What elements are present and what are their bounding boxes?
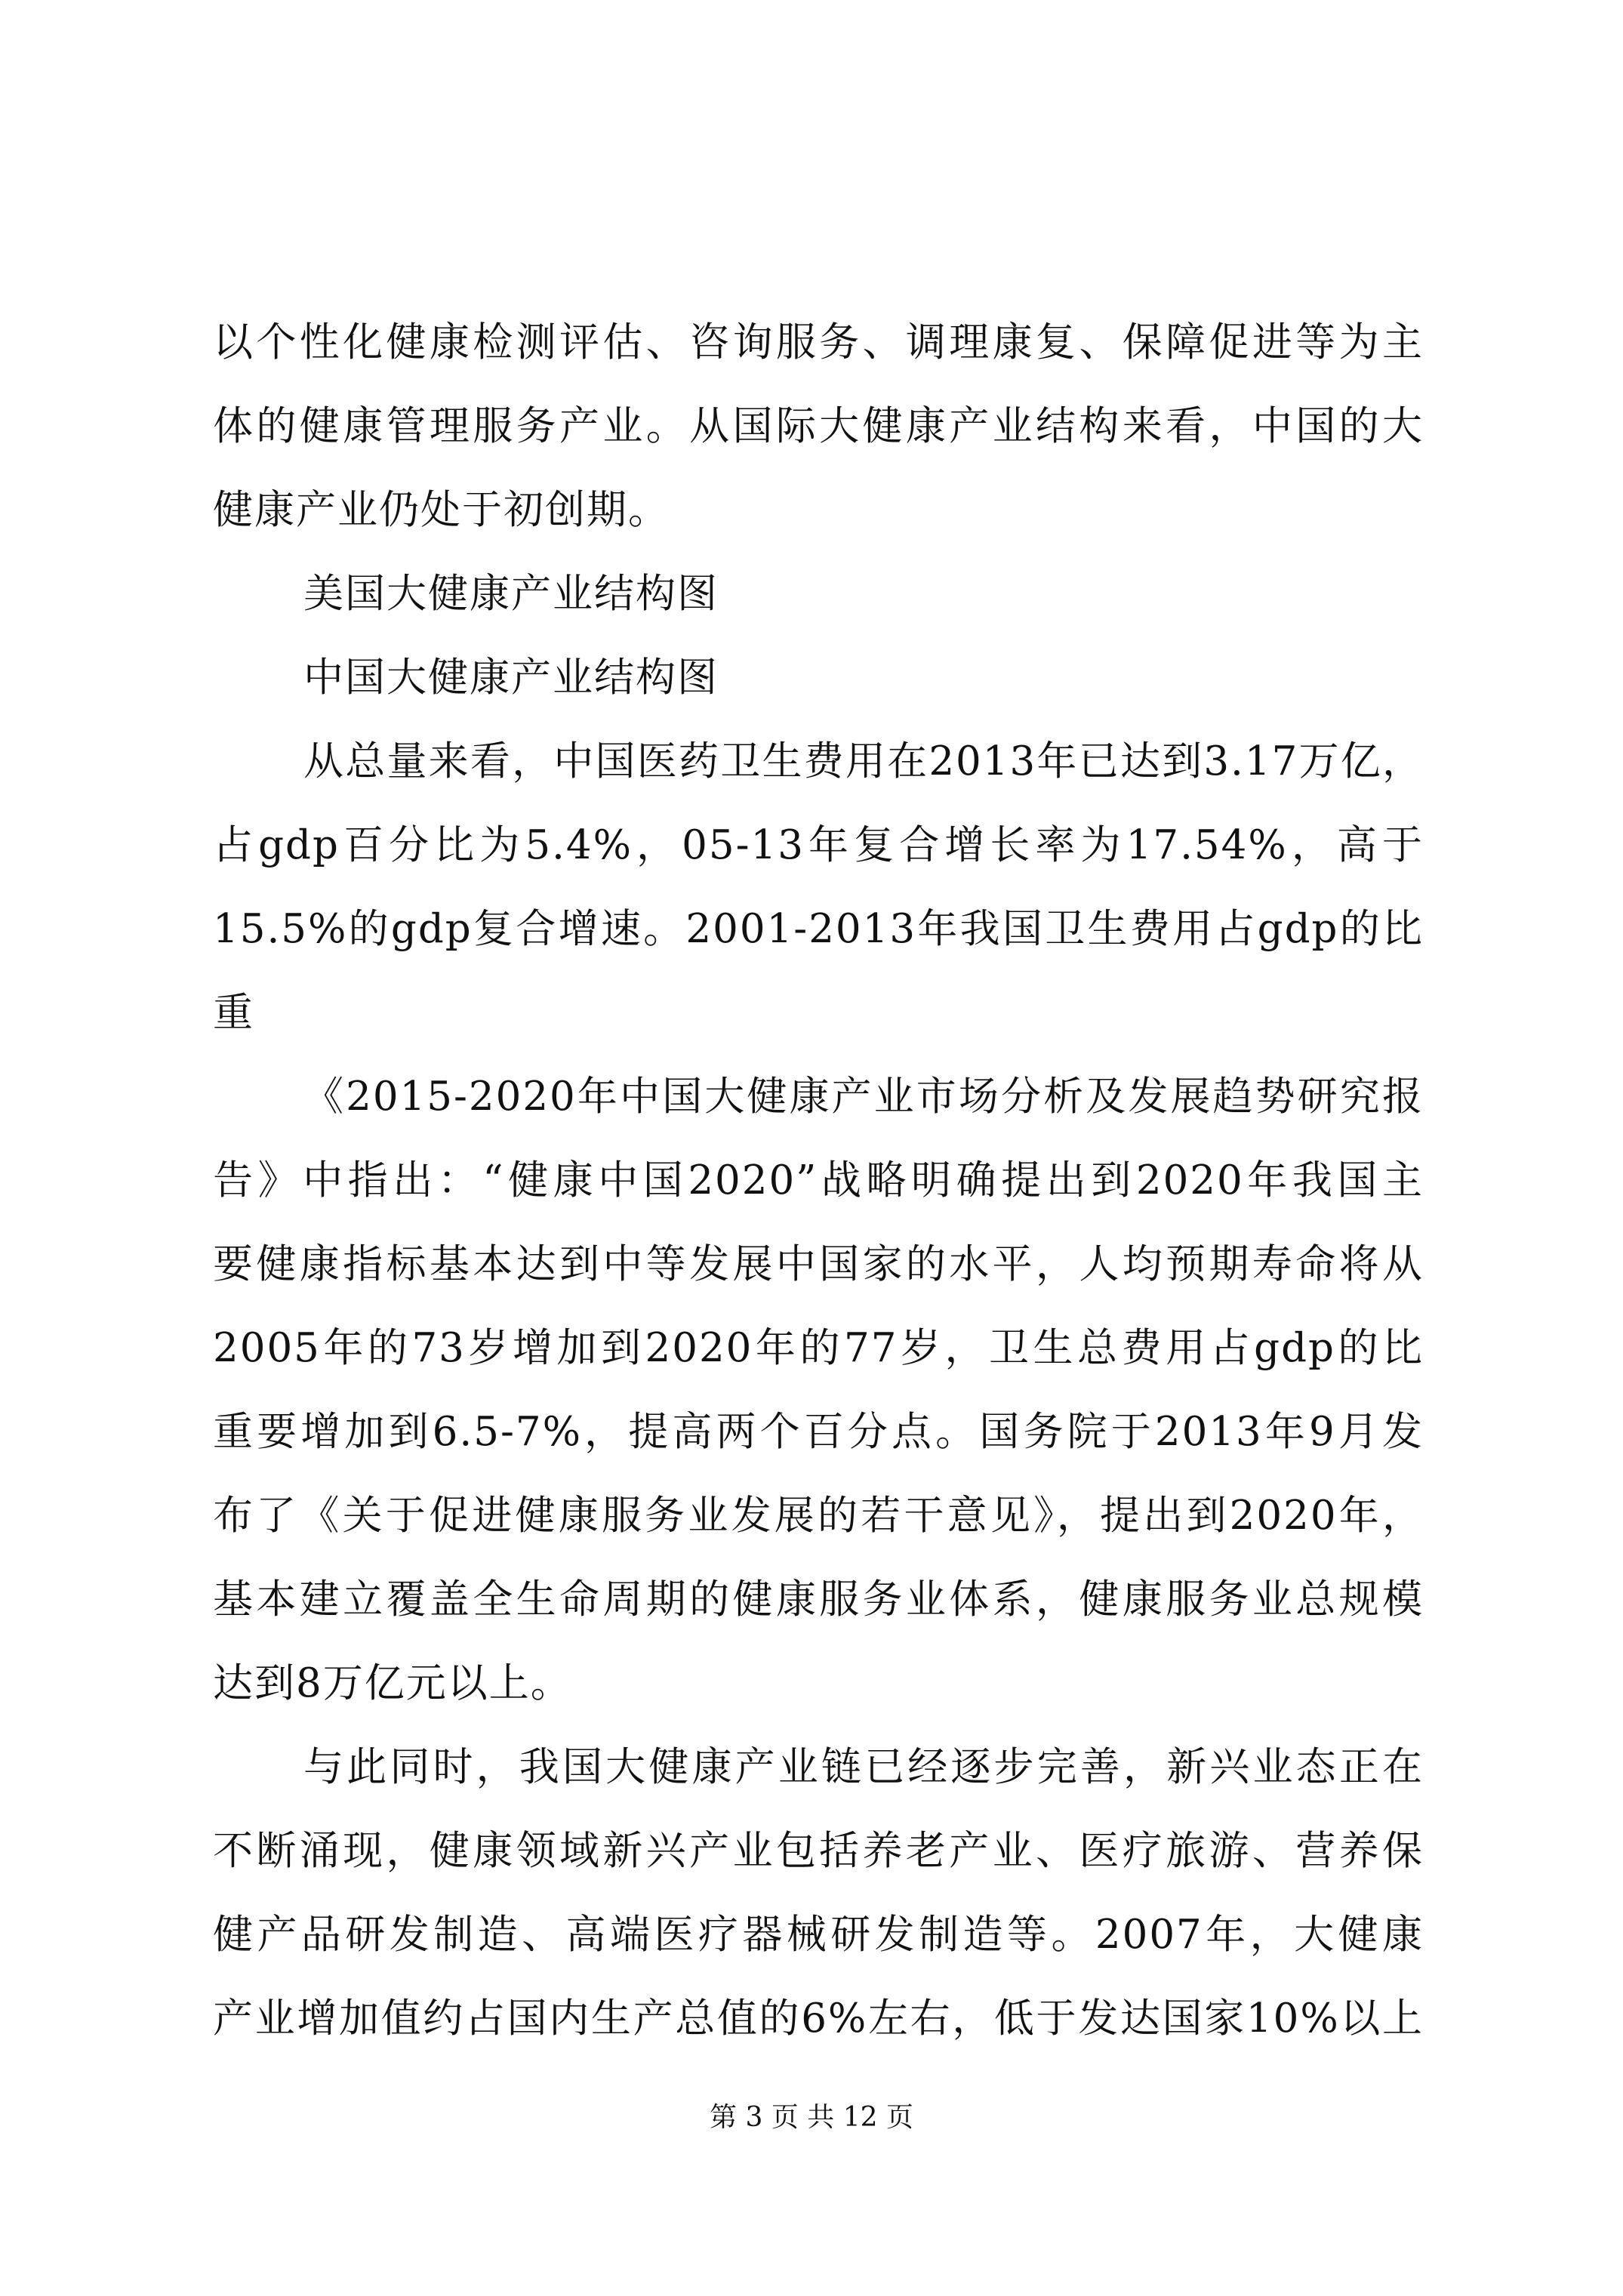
page-footer — [0, 2099, 1623, 2137]
text-line: 告》中指出：“健康中国2020”战略明确提出到2020年我国主 — [213, 1157, 1424, 1203]
text-line: 基本建立覆盖全生命周期的健康服务业体系，健康服务业总规模 — [213, 1576, 1424, 1623]
figure-caption-us: 美国大健康产业结构图 — [303, 571, 719, 617]
document-body — [213, 300, 1424, 2060]
text-line: 达到8万亿元以上。 — [213, 1660, 572, 1706]
text-line: 从总量来看，中国医药卫生费用在2013年已达到3.17万亿， — [303, 738, 1424, 784]
text-line: 2005年的73岁增加到2020年的77岁，卫生总费用占gdp的比 — [213, 1325, 1424, 1371]
text-line: 布了《关于促进健康服务业发展的若干意见》，提出到2020年， — [213, 1493, 1424, 1539]
text-line: 要健康指标基本达到中等发展中国家的水平，人均预期寿命将从 — [213, 1241, 1424, 1287]
text-line: 不断涌现，健康领域新兴产业包括养老产业、医疗旅游、营养保 — [213, 1828, 1424, 1874]
text-line: 健产品研发制造、高端医疗器械研发制造等。2007年，大健康 — [213, 1912, 1424, 1958]
text-line: 占gdp百分比为5.4%，05-13年复合增长率为17.54%，高于 — [213, 822, 1424, 868]
text-line: 以个性化健康检测评估、咨询服务、调理康复、保障促进等为主 — [213, 319, 1424, 365]
text-line: 与此同时，我国大健康产业链已经逐步完善，新兴业态正在 — [303, 1744, 1424, 1790]
figure-caption-china: 中国大健康产业结构图 — [303, 655, 719, 701]
text-line: 重 — [213, 990, 254, 1036]
text-line: 15.5%的gdp复合增速。2001-2013年我国卫生费用占gdp的比 — [213, 906, 1424, 952]
text-line: 产业增加值约占国内生产总值的6%左右，低于发达国家10%以上 — [213, 1996, 1424, 2042]
text-line: 《2015-2020年中国大健康产业市场分析及发展趋势研究报 — [303, 1074, 1424, 1120]
text-line: 重要增加到6.5-7%，提高两个百分点。国务院于2013年9月发 — [213, 1409, 1424, 1455]
page-number: 第 3 页 共 12 页 — [710, 2102, 913, 2133]
text-line: 体的健康管理服务产业。从国际大健康产业结构来看，中国的大 — [213, 403, 1424, 449]
text-line: 健康产业仍处于初创期。 — [213, 487, 670, 533]
